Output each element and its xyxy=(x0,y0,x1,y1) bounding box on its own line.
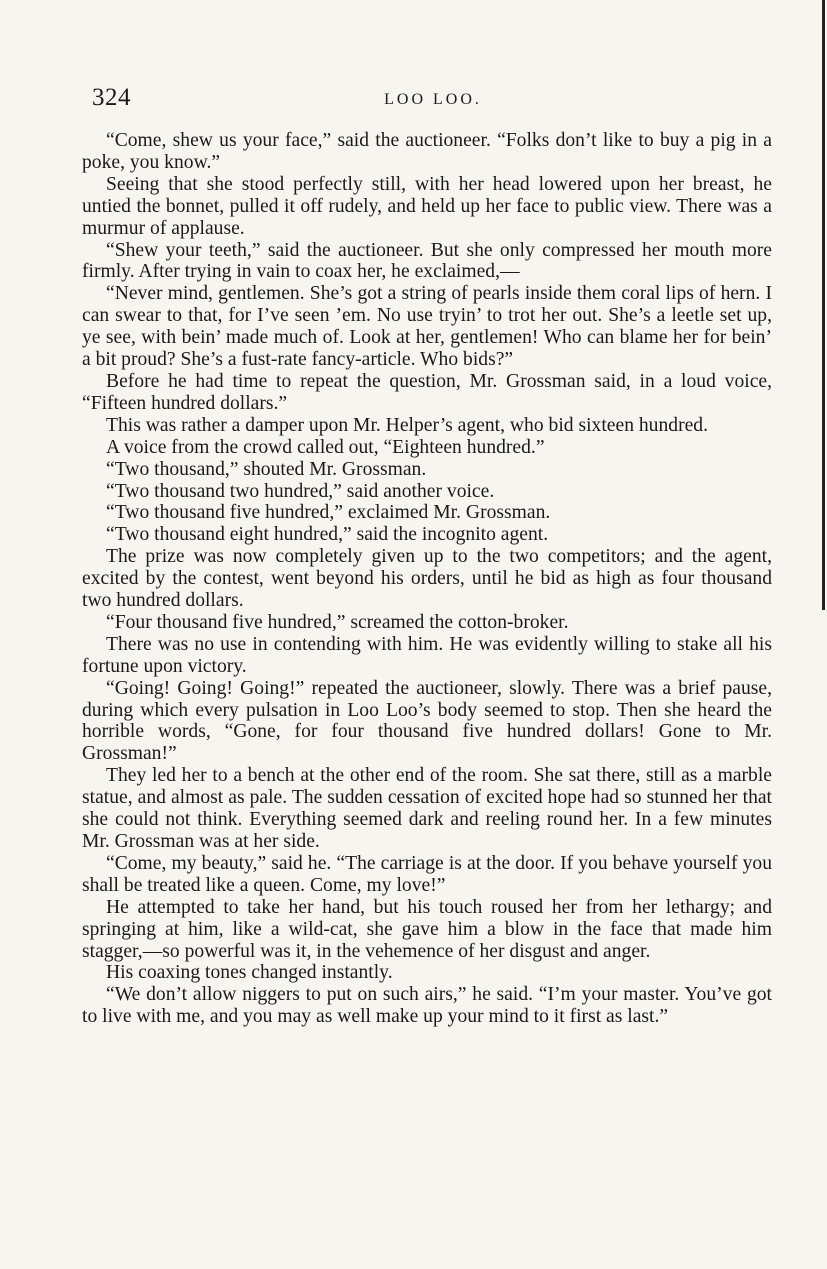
paragraph: “Going! Going! Going!” repeated the auctioneer, slowly. There was a brief pause, during which every pulsation in Loo Loo’s body seemed to stop. Then she heard the horrible words, “Gone, for four thousand five hundred dollars! Gone to Mr. Grossman!” xyxy=(82,677,772,765)
paragraph: “Two thousand two hundred,” said another voice. xyxy=(106,480,495,502)
paragraph: “Two thousand,” shouted Mr. Grossman. xyxy=(106,458,427,480)
paragraph: “We don’t allow niggers to put on such airs,” he said. “I’m your master. You’ve got to live with me, and you may as well make up your mind to it first as last.” xyxy=(82,984,772,1028)
paragraph: “Come, my beauty,” said he. “The carriage is at the door. If you behave yourself you shall be treated like a queen. Come, my love!” xyxy=(82,852,772,896)
page-number: 324 xyxy=(92,84,131,111)
paragraph: “Shew your teeth,” said the auctioneer. But she only compressed her mouth more firmly. After trying in vain to coax her, he exclaimed,— xyxy=(82,239,772,283)
body-text xyxy=(82,130,772,1028)
paragraph: Before he had time to repeat the question, Mr. Grossman said, in a loud voice, “Fifteen hundred dollars.” xyxy=(82,370,772,414)
paragraph: “Four thousand five hundred,” screamed the cotton-broker. xyxy=(106,611,569,633)
paragraph: A voice from the crowd called out, “Eighteen hundred.” xyxy=(106,436,545,458)
paragraph: There was no use in contending with him. He was evidently willing to stake all his fortune upon victory. xyxy=(82,633,772,677)
paragraph: “Two thousand five hundred,” exclaimed Mr. Grossman. xyxy=(106,502,551,524)
paragraph: This was rather a damper upon Mr. Helper’s agent, who bid sixteen hundred. xyxy=(106,414,708,436)
paragraph: Seeing that she stood perfectly still, with her head lowered upon her breast, he untied the bonnet, pulled it off rudely, and held up her face to public view. There was a murmur of applause. xyxy=(82,173,772,239)
paragraph: “Come, shew us your face,” said the auctioneer. “Folks don’t like to buy a pig in a poke, you know.” xyxy=(82,130,772,173)
paragraph: He attempted to take her hand, but his touch roused her from her lethargy; and springing at him, like a wild-cat, she gave him a blow in the face that made him stagger,—so powerful was it, in the vehemence of her disgust and anger. xyxy=(82,896,772,962)
page-edge-rule xyxy=(822,0,825,610)
running-title: LOO LOO. xyxy=(384,91,482,108)
paragraph: His coaxing tones changed instantly. xyxy=(106,962,393,984)
page-header xyxy=(92,84,774,114)
paragraph: They led her to a bench at the other end of the room. She sat there, still as a marble statue, and almost as pale. The sudden cessation of excited hope had so stunned her that she could not think. Everything seemed dark and reeling round her. In a few minutes Mr. Grossman was at her side. xyxy=(82,765,772,852)
paragraph: “Two thousand eight hundred,” said the incognito agent. xyxy=(106,524,549,546)
paragraph: “Never mind, gentlemen. She’s got a string of pearls inside them coral lips of hern. I can swear to that, for I’ve seen ’em. No use tryin’ to trot her out. She’s a leetle set up, ye see, with bein’ made much of. Look at her, gentlemen! Who can blame her for bein’ a bit proud? She’s a fust-rate fancy-article. Who bids?” xyxy=(82,283,772,371)
paragraph: The prize was now completely given up to the two competitors; and the agent, excited by the contest, went beyond his orders, until he bid as high as four thousand two hundred dollars. xyxy=(82,546,772,612)
